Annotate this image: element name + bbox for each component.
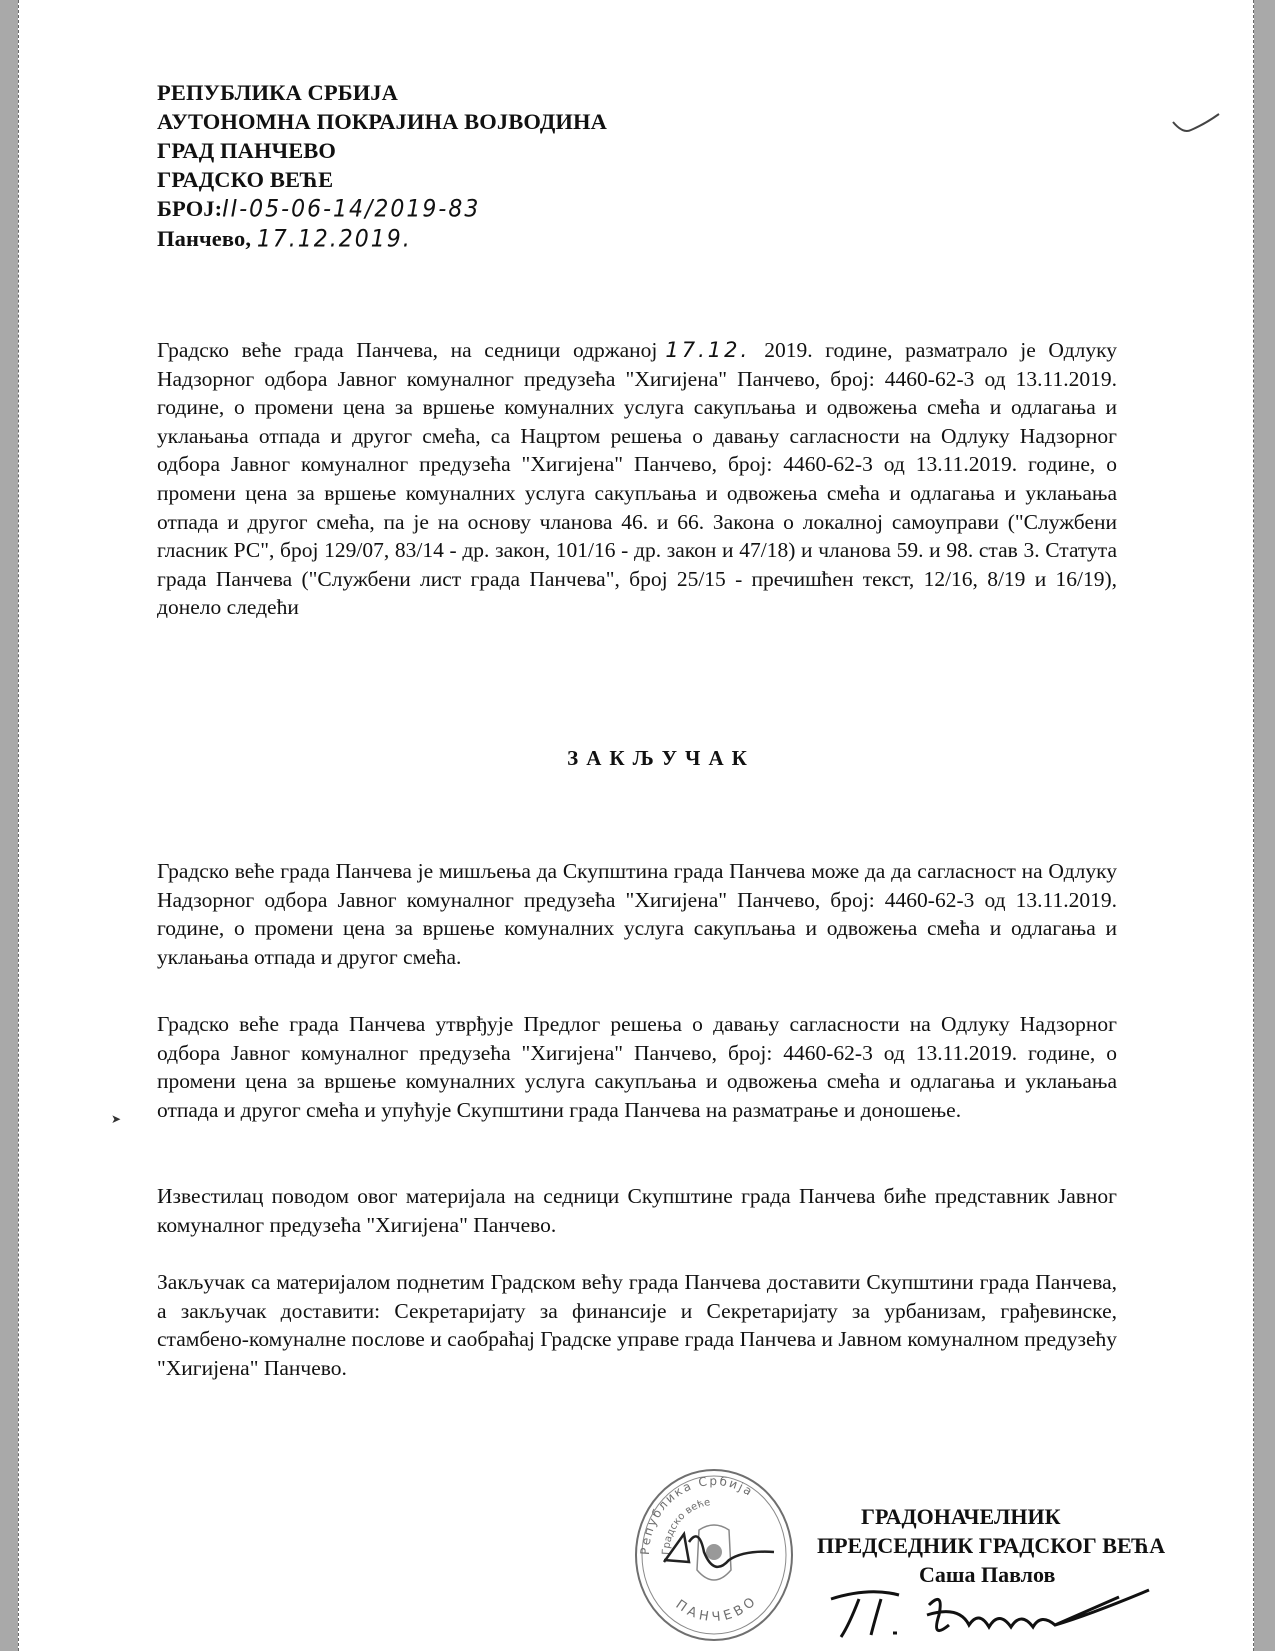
intro-paragraph bbox=[157, 336, 1117, 622]
handwritten-number: II-05-06-14/2019-83 bbox=[222, 195, 481, 224]
header-city: ГРАД ПАНЧЕВО bbox=[157, 138, 337, 163]
conclusion-paragraph-3: Известилац поводом овог материјала на седници Скупштине града Панчева биће представник Јавног комуналног предузећа "Хигијена" Панчево. bbox=[157, 1184, 1117, 1237]
intro-after-date: 2019. године, разматрало је Одлуку Надзорног одбора Јавног комуналног предузећа "Хигијена" Панчево, број: 4460-62-3 од 13.11.2019. године, о промени цена за вршење комуналних услуга сакупљања и одвожења смећа и одлагања и уклањања отпада и другог смећа, са Нацртом решења о давању сагласности на Одлуку Надзорног одбора Јавног комуналног предузећа "Хигијена" Панчево, број: 4460-62-3 од 13.11.2019. године, о промени цена за вршење комуналних услуга сакупљања и одвожења смећа и одлагања и уклањања отпада и другог смећа, па је на основу чланова 46. и 66. Закона о локалној самоуправи ("Службени гласник РС", број 129/07, 83/14 - др. закон, 101/16 - др. закон и 47/18) и чланова 59. и 98. став 3. Статута града Панчева ("Службени лист града Панчева", број 25/15 - пречишћен текст, 12/16, 8/19 и 16/19), донело следећи bbox=[157, 338, 1117, 620]
conclusion-paragraph-2: Градско веће града Панчева утврђује Предлог решења о давању сагласности на Одлуку Надзорног одбора Јавног комуналног предузећа "Хигијена" Панчево, број: 4460-62-3 од 13.11.2019. године, о промени цена за вршење комуналних услуга сакупљања и одвожења смећа и одлагања и уклањања отпада и другог смећа и упућује Скупштини града Панчева на разматрање и доношење. bbox=[157, 1012, 1117, 1122]
signatory-name: Саша Павлов bbox=[919, 1562, 1056, 1587]
handwritten-signature-icon bbox=[819, 1585, 1159, 1645]
conclusion-paragraph-1: Градско веће града Панчева је мишљења да Скупштина града Панчева може да да сагласност на Одлуку Надзорног одбора Јавног комуналног предузећа "Хигијена" Панчево, број: 4460-62-3 од 13.11.2019. године, о промени цена за вршење комуналних услуга сакупљања и одвожења смећа и одлагања и уклањања отпада и другог смећа. bbox=[157, 859, 1117, 969]
place-label: Панчево, bbox=[157, 226, 252, 251]
svg-text:ПАНЧЕВО bbox=[673, 1592, 762, 1625]
document-page bbox=[18, 0, 1254, 1651]
check-mark-icon bbox=[1171, 112, 1221, 142]
document-header bbox=[157, 78, 607, 254]
stamp-bottom-text: ПАНЧЕВО bbox=[672, 1592, 762, 1626]
header-council: ГРАДСКО ВЕЋЕ bbox=[157, 167, 334, 192]
number-label: БРОЈ: bbox=[157, 196, 223, 221]
intro-before-date: Градско веће града Панчева, на седници одржаној bbox=[157, 338, 658, 362]
margin-arrow-icon: ➤ bbox=[111, 1112, 122, 1126]
document-title: ЗАКЉУЧАК bbox=[567, 746, 755, 770]
header-number-line bbox=[157, 194, 607, 224]
header-province: АУТОНОМНА ПОКРАЈИНА ВОЈВОДИНА bbox=[157, 109, 607, 134]
header-country: РЕПУБЛИКА СРБИЈА bbox=[157, 80, 399, 105]
intro-handwritten-date: 17.12. bbox=[665, 338, 751, 362]
conclusion-paragraph-4: Закључак са материјалом поднетим Градском већу града Панчева доставити Скупштини града Панчева, а закључак доставити: Секретаријату за финансије и Секретаријату за урбанизам, грађевинске, стамбено-комуналне послове и саобраћај Градске управе града Панчева и Јавном комуналном предузећу "Хигијена" Панчево. bbox=[157, 1270, 1117, 1380]
signature-block bbox=[817, 1502, 1181, 1589]
signatory-title-president: ПРЕДСЕДНИК ГРАДСКОГ ВЕЋА bbox=[817, 1533, 1166, 1558]
stamp-outer-text: Република Србија bbox=[637, 1473, 757, 1556]
signatory-title-mayor: ГРАДОНАЧЕЛНИК bbox=[861, 1504, 1061, 1529]
stamp-signature-icon bbox=[659, 1522, 779, 1582]
handwritten-date: 17.12.2019. bbox=[256, 225, 412, 254]
stamp-inner-text: Градско веће bbox=[660, 1497, 712, 1556]
header-date-line bbox=[157, 224, 607, 254]
